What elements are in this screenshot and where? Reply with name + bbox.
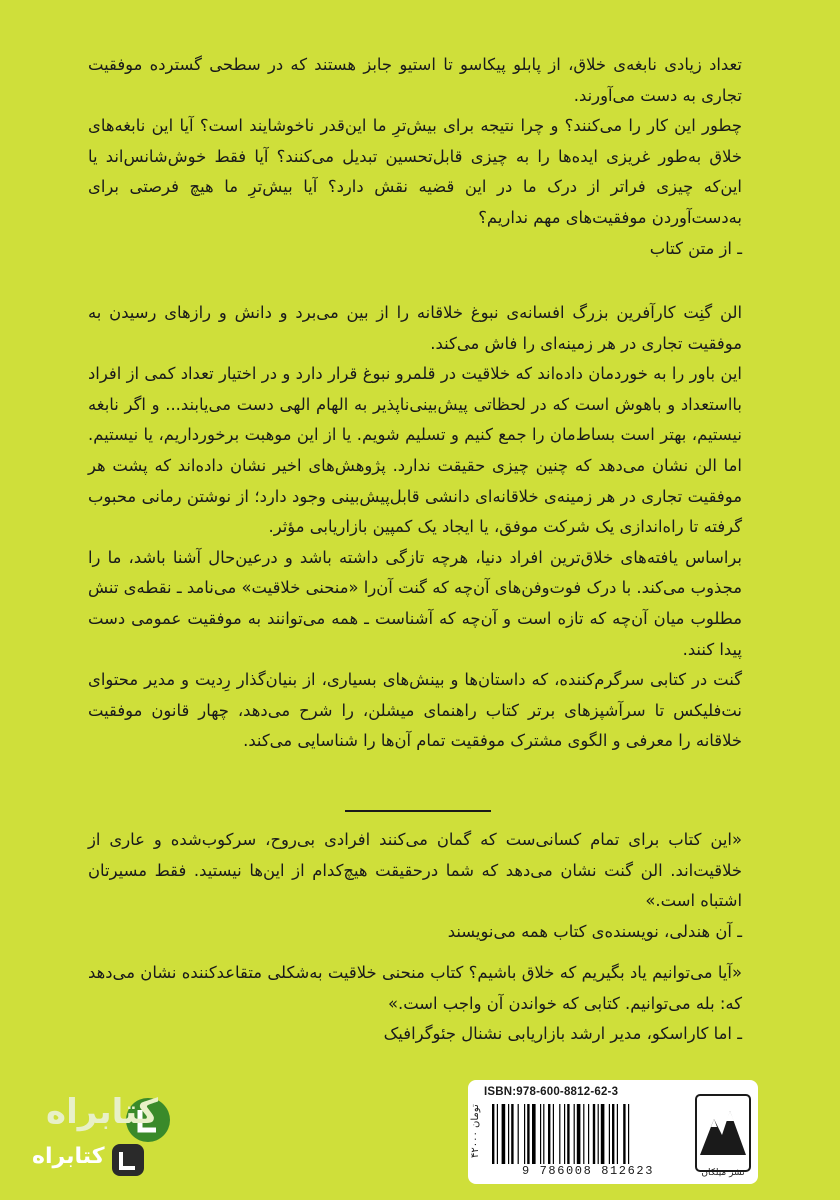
description-paragraph-1: الن گنِت کارآفرین بزرگ افسانه‌ی نبوغ خلاقانه را از بین می‌برد و دانش و رازهای رسیدن به موفقیت تجاری در هر زمینه‌ای را فاش می‌کند. (88, 303, 742, 353)
watermark-text-small: کتابراه (32, 1144, 105, 1169)
book-description (88, 298, 742, 757)
isbn-label: ISBN:978-600-8812-62-3 (484, 1086, 619, 1098)
barcode-number: 9 786008 812623 (521, 1164, 655, 1178)
quote-text: «آیا می‌توانیم یاد بگیریم که خلاق باشیم؟ کتاب منحنی خلاقیت به‌شکلی متقاعدکننده نشان می‌دهد که: بله می‌توانیم. کتابی که خواندن آن واجب است.» (88, 963, 742, 1013)
watermark-text-large: کتابراه (46, 1092, 159, 1132)
publisher-name: نشر میلکان (701, 1168, 745, 1178)
barcode-panel (468, 1080, 758, 1184)
excerpt-paragraph-1: تعداد زیادی نابغه‌ی خلاق، از پابلو پیکاسو تا استیو جابز هستند که در سطحی گسترده موفقیت تجاری به دست می‌آورند. (88, 55, 742, 105)
section-divider (345, 810, 491, 812)
quote-attribution: ـ آن هندلی، نویسنده‌ی کتاب همه می‌نویسند (447, 921, 742, 941)
description-paragraph-3: براساس یافته‌های خلاق‌ترین افراد دنیا، هرچه تازگی داشته باشد و درعین‌حال آشنا باشد، ما را مجذوب می‌کند. با درک فوت‌وفن‌های آن‌چه که گنت آن‌را «منحنی خلاقیت» می‌نامد ـ نقطه‌ی تنش مطلوب میان آن‌چه که تازه است و آن‌چه که آشناست ـ همه می‌توانند به موفقیت عمومی دست پیدا کنند. (88, 547, 742, 659)
quote-attribution: ـ اما کاراسکو، مدیر ارشد بازاریابی نشنال جئوگرافیک (383, 1024, 742, 1044)
mountain-icon (694, 1088, 752, 1178)
description-paragraph-2: این باور را به خوردمان داده‌اند که خلاقیت در قلمرو نبوغ قرار دارد و در اختیار تعداد کمی از افراد بااستعداد و باهوش است که در لحظاتی پیش‌بینی‌ناپذیر به الهام الهی دست می‌یابند... و اگر نابغه نیستیم، بهتر است بساط‌مان را جمع کنیم و تسلیم شویم. یا از این موهبت برخورداریم، یا نیستیم. اما الن نشان می‌دهد که چنین چیزی حقیقت ندارد. پژوهش‌های اخیر نشان داده‌اند که پشت هر موفقیت تجاری در هر زمینه‌ی خلاقانه‌ای دانشی قابل‌پیش‌بینی وجود دارد؛ از نوشتن رمانی محبوب گرفته تا راه‌اندازی یک شرکت موفق، یا ایجاد یک کمپین بازاریابی مؤثر. (88, 364, 742, 537)
excerpt-paragraph-2: چطور این کار را می‌کنند؟ و چرا نتیجه برای بیش‌ترِ ما این‌قدر ناخوشایند است؟ آیا این نابغه‌های خلاق به‌طور غریزی ایده‌ها را به چیزی قابل‌تحسین تبدیل می‌کنند؟ آیا فقط خوش‌شانس‌اند یا این‌که چیزی فراتر از درک ما در این قضیه نقش دارد؟ آیا بیش‌ترِ ما هیچ فرصتی برای به‌دست‌آوردن موفقیت‌های مهم نداریم؟ (88, 116, 742, 227)
barcode-bars-icon (490, 1104, 686, 1164)
price-label: ۴۲۰۰۰ تومان (470, 1104, 481, 1158)
quote-text: «این کتاب برای تمام کسانی‌ست که گمان می‌کنند افرادی بی‌روح، سرکوب‌شده و عاری از خلاقیت‌اند. الن گنت نشان می‌دهد که شما درحقیقت هیچ‌کدام از این‌ها نیستید. فقط مسیرتان اشتباه است.» (88, 830, 742, 911)
book-excerpt (88, 50, 742, 264)
excerpt-source: ـ از متن کتاب (649, 238, 742, 258)
description-paragraph-4: گنت در کتابی سرگرم‌کننده، که داستان‌ها و بینش‌های بسیاری، از بنیان‌گذار رِدیت و مدیر محتوای نت‌فلیکس تا سرآشپزهای برتر کتاب راهنمای میشلن، را شرح می‌دهد، چهار قانون موفقیت خلاقانه را معرفی و الگوی مشترک موفقیت تمام آن‌ها را شناسایی می‌کند. (88, 670, 742, 751)
ketabrah-small-logo-icon (110, 1142, 146, 1178)
review-quote-1 (88, 825, 742, 947)
review-quote-2 (88, 958, 742, 1050)
ketabrah-watermark (6, 1082, 176, 1194)
